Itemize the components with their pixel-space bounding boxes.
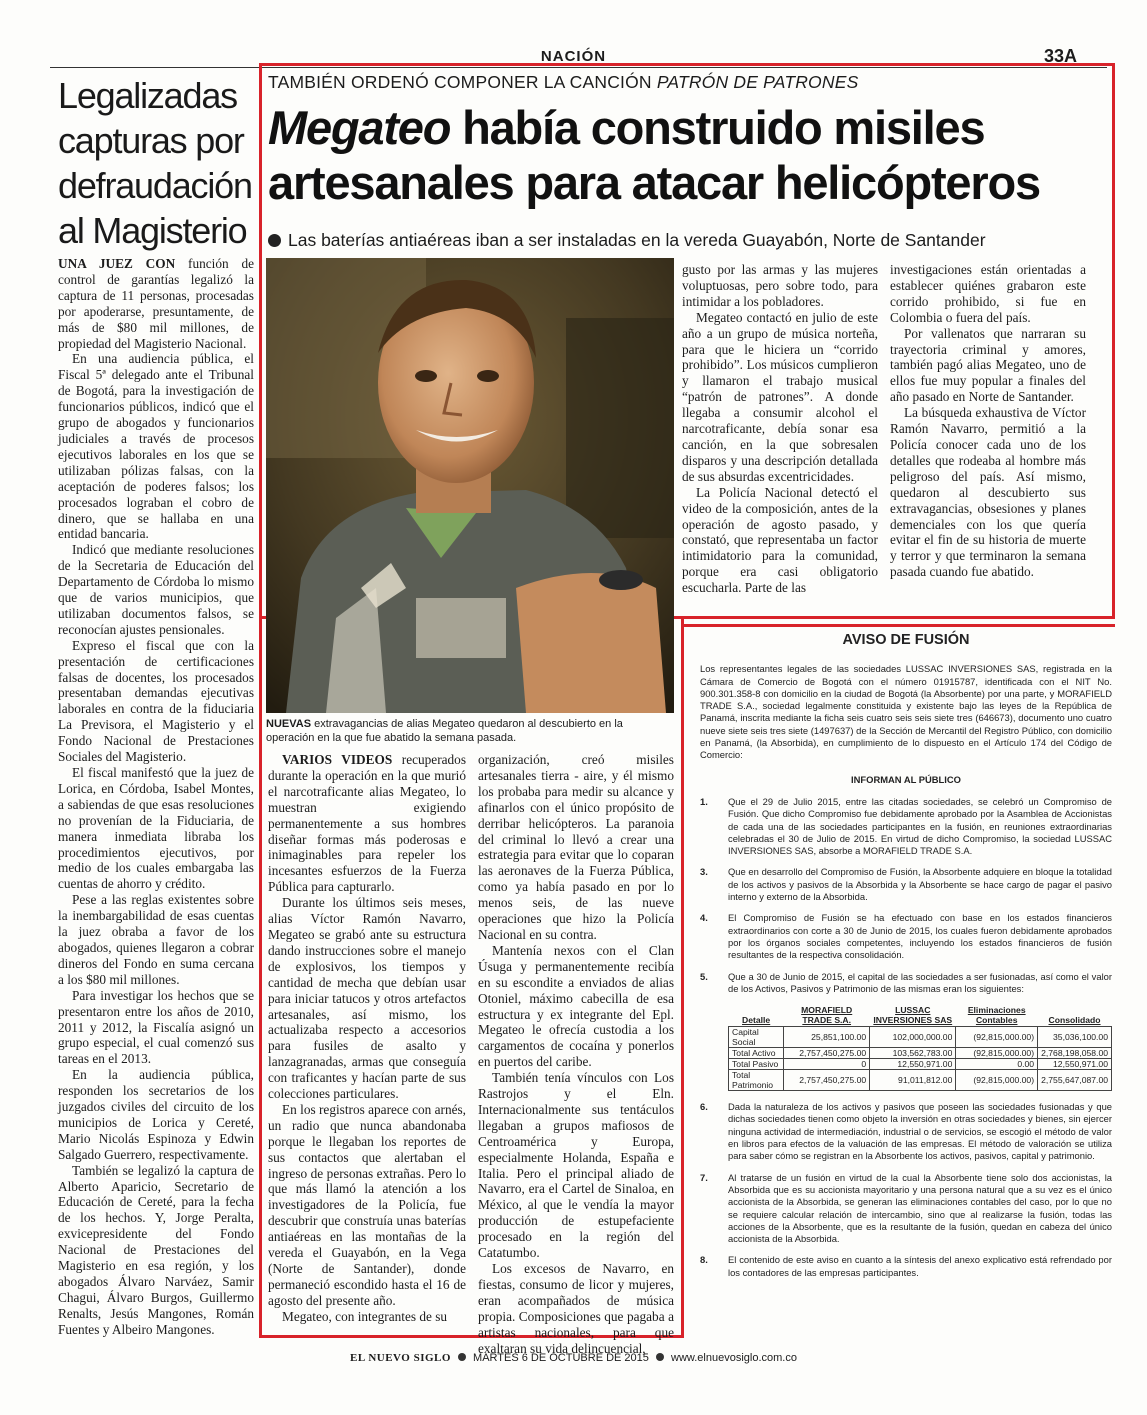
- paragraph: organización, creó misiles artesanales tierra - aire, y él mismo los probaba para medir su alcance y afinarlos con el único propósito de derribar helicópteros. La paranoia del criminal lo llevó a crear una estrategia para evitar que lo coparan las aeronaves de la Fuerza Pública, como ya había pasado en por lo menos seis, de las nueve operaciones que hizo la Policía Nacional en su contra.: [478, 752, 674, 942]
- paragraph: Expreso el fiscal que con la presentación de certificaciones falsas de docentes, los procesados presentaban demandas ejecutivas laborales en contra de la fiduciaria La Previsora, el Magisterio y el Fondo Nacional de Prestaciones Sociales del Magisterio.: [58, 637, 254, 765]
- table-header: LUSSAC INVERSIONES SAS: [873, 1005, 953, 1026]
- table-row: Capital Social 25,851,100.00 102,000,000.00 (92,815,000.00) 35,036,100.00: [729, 1027, 1112, 1048]
- table-header-row: [729, 1004, 1112, 1027]
- table-row: Total Activo 2,757,450,275.00 103,562,783.00 (92,815,000.00) 2,768,198,058.00: [729, 1048, 1112, 1059]
- paragraph: El fiscal manifestó que la juez de Lorica, en Córdoba, Isabel Montes, a sabiendas de que esas resoluciones no provenían de la Fiduciaria, de manera inmediata libraba los procedimientos ejecutivos, por medio de los cuales embargaba las cuentas de ahorro y crédito.: [58, 765, 254, 892]
- list-item: 6. Dada la naturaleza de los activos y pasivos que poseen las sociedades fusionadas y que dichas sociedades tienen como objeto la inversión en otras sociedades y bienes, sin ejercer ninguna actividad de intermediación, industrial o de servicios, se escogió el método de valor en libros para efectos de la valuación de las empresas. El método de valoración se utiliza para saber cómo se registran en la Absorbente los activos, pasivos, capital y patrimonio.: [700, 1101, 1112, 1162]
- paragraph: Pese a las reglas existentes sobre la inembargabilidad de esas cuentas la juez obraba a favor de los abogados, quienes llegaron a cobrar dineros del Fondo en suma cercana a los $80 mil millones.: [58, 892, 254, 987]
- aviso-highlight-rule: [681, 624, 1115, 627]
- article-kicker: TAMBIÉN ORDENÓ COMPONER LA CANCIÓN PATRÓN DE PATRONES: [268, 72, 859, 92]
- bullet-icon: [268, 234, 281, 247]
- paragraph: También se legalizó la captura de Alberto Aparicio, Secretario de Educación de Cereté, para la fecha de los hechos. Y, Jorge Peralta, exvicepresidente del Fondo Nacional de Prestaciones del Magisterio en esa región, y los abogados Álvaro Narváez, Samir Chagui, Álvaro Burgos, Guillermo Renalts, Jesús Mangones, Román Fuentes y Albeiro Mangones.: [58, 1162, 254, 1337]
- paragraph: Indicó que mediante resoluciones de la Secretaria de Educación del Departamento de Córdoba lo mismo que de varios municipios, que utilizaban documentos falsos, se reconocían ajustes pensionales.: [58, 542, 254, 637]
- financial-table: [728, 1004, 1112, 1091]
- sidebar-article-title: Legalizadas capturas por defraudación al Magisterio: [58, 75, 252, 251]
- paragraph: En la audiencia pública, responden los secretarios de los juzgados civiles del circuito de los municipios de Lorica y Cereté, Mario Nicolás Espinoza y Edwin Salgado Guerrero, respectivamente.: [58, 1067, 254, 1162]
- list-item: 3. Que en desarrollo del Compromiso de Fusión, la Absorbente adquiere en bloque la totalidad de los activos y pasivos de la Absorbida y la Absorbente se hace cargo de pagar el pasivo interno y externo de la Absorbida.: [700, 866, 1112, 903]
- paragraph: Megateo contactó en julio de este año a un grupo de música norteña, para que le hiciera un “corrido prohibido”. Los músicos cumplieron y llamaron el trabajo musical “patrón de patrones”. A donde llegaba a consumir alcohol el narcotraficante, debía sonar esa canción, en la que sobresalen disparos y una descripción detallada de sus absurdas excentricidades.: [682, 309, 878, 484]
- newspaper-brand: EL NUEVO SIGLO: [350, 1352, 451, 1364]
- section-label: NACIÓN: [540, 48, 607, 65]
- article-column-3: [682, 262, 878, 596]
- website-url[interactable]: www.elnuevosiglo.com.co: [671, 1352, 797, 1364]
- merger-notice-intro: Los representantes legales de las sociedades LUSSAC INVERSIONES SAS, registrada en la Cámara de Comercio de Bogotá con el número 01915787, identificada con el NIT No. 900.301.358-8 con domicilio en la ciudad de Bogotá (la Absorbente) por una parte, y MORAFIELD TRADE S.A., sociedad legalmente constituida y existente bajo las leyes de la República de Panamá, inscrita mediante la ficha seis cuatro seis seis siete tres (646673), documento uno cuatro nueve siete seis tres siete (1497637) de la Sección de Mercantil del Registro Público, con domicilio en Panamá, (la Absorbida), en cumplimiento de lo dispuesto en el Artículo 174 del Código de Comercio:: [700, 663, 1112, 761]
- page-number: 33A: [1043, 46, 1077, 66]
- article-column-2: [478, 752, 674, 1356]
- bullet-icon: [656, 1353, 664, 1361]
- article-headline: Megateo había construido misiles artesanales para atacar helicópteros: [268, 101, 1040, 209]
- paragraph: Mantenía nexos con el Clan Úsuga y permanentemente recibía en su escondite a enviados de alias Otoniel, máximo cabecilla de esa estructura y ex integrante del Epl. Megateo le ofrecía custodia a los cargamentos de cocaína y ponerlos en puertos del caribe.: [478, 942, 674, 1070]
- list-item: 4. El Compromiso de Fusión se ha efectuado con base en los estados financieros extraordinarios con corte a 30 de Junio de 2015, los cuales fueron debidamente aprobados por los órganos sociales competentes, incluyendo los estados financieros de fusión resultantes de la respectiva consolidación.: [700, 912, 1112, 961]
- paragraph: Por vallenatos que narraran su trayectoria criminal y amores, también pagó alias Megateo, uno de ellos fue muy popular a finales del año pasado en Norte de Santander.: [890, 325, 1086, 405]
- paragraph: gusto por las armas y las mujeres voluptuosas, pero sobre todo, para intimidar a los pobladores.: [682, 262, 878, 309]
- paragraph: Megateo, con integrantes de su: [282, 1308, 448, 1324]
- article-column-1: VARIOS VIDEOS recuperados durante la operación en la que murió el narcotraficante alias Megateo, lo muestran exigiendo permanentemente a sus hombres diseñar formas más poderosas e inimaginables para repeler los incesantes esfuerzos de la Fuerza Pública para capturarlo. Durante los últimos seis meses, alias Víctor Ramón Navarro, Megateo se grabó ante su estructura dando instrucciones sobre el manejo de explosivos, los tiempos y cantidad de mecha que debían usar para iniciar tatucos y otros artefactos artesanales, así mismo, los actualizaba respecto a accesorios para fusiles de asalto y lanzagranadas, armas que conseguía con traficantes y hacían parte de sus colecciones particulares. En los registros aparece con arnés, un radio que nunca abandonaba porque le llegaban los reportes de sus contactos que alertaban el ingreso de personas extrañas. Pero lo que más llamó la atención a los investigadores de la Policía, fue descubrir que construía unas baterías antiaéreas en las montañas de la vereda el Guayabón, en la Vega (Norte de Santander), donde permaneció escondido hasta el 16 de agosto del presente año. Megateo, con integrantes de su: [268, 752, 467, 1324]
- paragraph: En una audiencia pública, el Fiscal 5ª delegado ante el Tribunal de Bogotá, para la investigación de funcionarios públicos, indicó que el grupo de abogados y funcionarios judiciales a través de procesos ejecutivos laborales en los que se utilizaban pólizas falsas, con la aceptación de poderes falsos; los procesados lograban el cobro de dinero, que se hallaba en una entidad bancaria.: [58, 351, 254, 542]
- merger-notice-subtitle: INFORMAN AL PÚBLICO: [851, 773, 961, 785]
- table-header: MORAFIELD TRADE S.A.: [801, 1005, 853, 1026]
- table-row: Total Pasivo 0 12,550,971.00 0.00 12,550,971.00: [729, 1059, 1112, 1070]
- paragraph: La búsqueda exhaustiva de Víctor Ramón Navarro, permitió a la Policía conocer cada uno de los detalles que rodeaba al hombre más peligroso del país. Así mismo, quedaron al descubierto sus extravagancias, obsesiones y planes demenciales con los que quería evitar el fin de su historia de muerte y terror y que terminaron la semana pasada cuando fue abatido.: [890, 405, 1086, 580]
- paragraph: La Policía Nacional detectó el video de la composición, antes de la operación de agosto pasado, y constató, que representaba un factor intimidatorio para la comunidad, porque era casi obligatorio escucharla. Parte de las: [682, 484, 878, 596]
- merger-notice-title: AVISO DE FUSIÓN: [842, 632, 970, 648]
- photo-caption: NUEVAS extravagancias de alias Megateo quedaron al descubierto en la operación en la que fue abatido la semana pasada.: [266, 718, 623, 744]
- table-row: Total Patrimonio 2,757,450,275.00 91,011,812.00 (92,815,000.00) 2,755,647,087.00: [729, 1070, 1112, 1091]
- paragraph: Para investigar los hechos que se presentaron entre los años de 2010, 2011 y 2012, la Fiscalía asignó un grupo especial, el cual comenzó sus tareas en el 2013.: [58, 987, 254, 1067]
- merger-notice: [700, 634, 1112, 1288]
- list-item: 1. Que el 29 de Julio 2015, entre las citadas sociedades, se celebró un Compromiso de Fusión. Que dicho Compromiso fue debidamente aprobado por la Asamblea de Accionistas de cada una de las sociedades participantes en la fusión, en reuniones extraordinarias celebradas el 30 de Julio de 2015. En virtud de dicho Compromiso, la sociedad LUSSAC INVERSIONES SAS, absorbe a MORAFIELD TRADE S.A.: [700, 795, 1112, 857]
- page-footer: [0, 1352, 1147, 1364]
- list-item: 5. Que a 30 de Junio de 2015, el capital de las sociedades a ser fusionadas, así como el valor de los Activos, Pasivos y Patrimonio de las mismas eran los siguientes:: [700, 970, 1112, 994]
- paragraph: Durante los últimos seis meses, alias Víctor Ramón Navarro, Megateo se grabó ante su estructura dando instrucciones sobre el manejo de explosivos, los tiempos y cantidad de mecha que debían usar para iniciar tatucos y otros artefactos artesanales, así mismo, los actualizaba respecto a accesorios para fusiles de asalto y lanzagranadas, armas que conseguía con traficantes y hacían parte de sus colecciones particulares.: [268, 895, 466, 1102]
- table-header: Consolidado: [1048, 1015, 1101, 1026]
- paragraph: función de control de garantías legalizó la captura de 11 personas, procesadas por apoderarse, presuntamente, de más de $80 mil millones, de propiedad del Magisterio Nacional.: [58, 256, 254, 351]
- sidebar-article-body: [58, 256, 254, 1338]
- table-header: Detalle: [742, 1015, 771, 1026]
- list-item: 8. El contenido de este aviso en cuanto a la síntesis del anexo explicativo está refrendado por los contadores de las empresas participantes.: [700, 1254, 1112, 1278]
- article-deck: Las baterías antiaéreas iban a ser instaladas en la vereda Guayabón, Norte de Santander: [268, 230, 986, 251]
- paragraph: En los registros aparece con arnés, un radio que nunca abandonaba porque le llegaban los reportes de sus contactos que alertaban el ingreso de personas extrañas. Pero lo que más llamó la atención a los investigadores de la Policía, fue descubrir que construía unas baterías antiaéreas en las montañas de la vereda el Guayabón, en la Vega (Norte de Santander), donde permaneció escondido hasta el 16 de agosto del presente año.: [268, 1101, 466, 1308]
- list-item: 7. Al tratarse de un fusión en virtud de la cual la Absorbente tiene solo dos accionistas, la Absorbida que es su accionista mayoritario y una persona natural que a su vez es el único accionista de la Absorbida, se generan las eliminaciones contables del caso, por lo que no se requiere calcular relación de intercambio, sino que al realizarse la fusión, todas las acciones de la Absorbente, que es la resultante de la fusión, quedan en cabeza del único accionista de la Absorbida.: [700, 1171, 1112, 1245]
- article-photo: [266, 258, 674, 713]
- paragraph: Los excesos de Navarro, en fiestas, consumo de licor y mujeres, eran acompañados de música propia. Composiciones que pagaba a artistas nacionales, para que exaltaran su vida delincuencial,: [478, 1261, 674, 1356]
- table-header: Eliminaciones Contables: [967, 1005, 1026, 1026]
- paragraph: investigaciones están orientadas a establecer quiénes grabaron este corrido prohibido, si fue en Colombia o fuera del país.: [890, 262, 1086, 325]
- paragraph: También tenía vínculos con Los Rastrojos y el Eln. Internacionalmente sus tentáculos llegaban a grupos mafiosos de Centroamérica y Europa, especialmente Holanda, España e Italia. Pero el principal aliado de Navarro, era el Cartel de Sinaloa, en México, al que le vendía la mayor producción de estupefaciente procesado en la región del Catatumbo.: [478, 1070, 674, 1261]
- sidebar-article-lead: UNA JUEZ CON: [58, 256, 176, 271]
- bullet-icon: [458, 1353, 466, 1361]
- publication-date: MARTES 6 DE OCTUBRE DE 2015: [473, 1352, 649, 1364]
- article-column-4: [890, 262, 1086, 580]
